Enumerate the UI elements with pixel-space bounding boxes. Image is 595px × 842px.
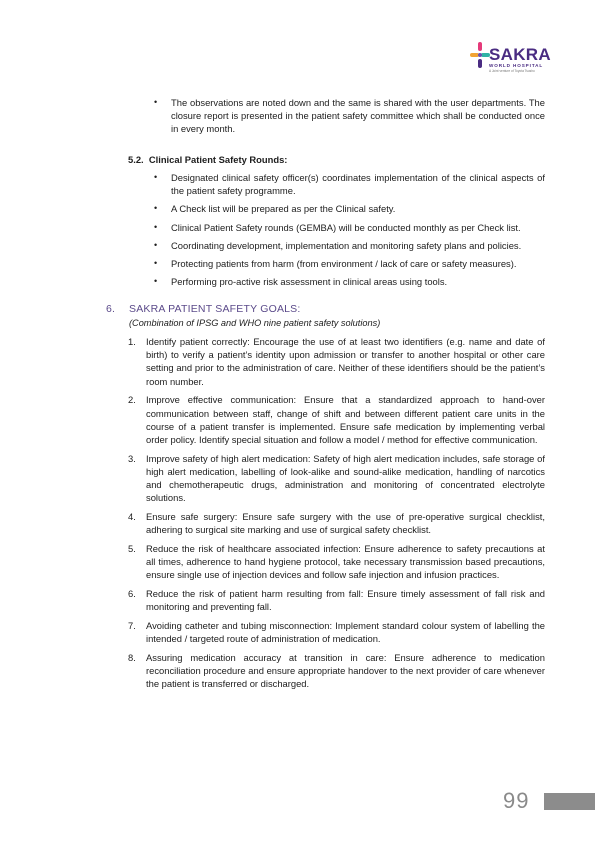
list-item: • The observations are noted down and the same is shared with the user departments. The closure report is presented in the patient safety committee which shall be conducted once in every month. <box>154 97 545 135</box>
list-item: • Coordinating development, implementation and monitoring safety plans and policies. <box>154 239 522 251</box>
list-item: • Clinical Patient Safety rounds (GEMBA) will be conducted monthly as per Check list. <box>154 221 521 233</box>
list-number: 4. <box>128 510 136 522</box>
list-item: • Designated clinical safety officer(s) coordinates implementation of the clinical aspects of the patient safety programme. <box>154 172 545 197</box>
intro-bullet-list <box>154 96 545 136</box>
logo-tagline: A Joint venture of Toyota Tsusho <box>489 69 535 73</box>
bullet-dot-icon: • <box>154 203 158 214</box>
page-number-bar <box>544 793 595 810</box>
list-item: • Performing pro-active risk assessment in clinical areas using tools. <box>154 276 448 288</box>
bullet-dot-icon: • <box>154 221 158 232</box>
list-item: • Protecting patients from harm (from environment / lack of care or safety measures). <box>154 258 517 270</box>
list-item: 1. Identify patient correctly: Encourage the use of at least two identifiers (e.g. name and date of birth) to verify a patient’s identity upon admission or transfer to another hospital or other care setting and prior to the administration of care. Neither of these identifiers should be the patient’s room number. <box>128 336 545 387</box>
bullet-dot-icon: • <box>154 172 158 182</box>
logo-cross-icon <box>470 42 490 72</box>
bullet-dot-icon: • <box>154 276 158 287</box>
list-number: 2. <box>128 394 136 406</box>
logo-name: SAKRA <box>489 45 551 64</box>
list-item: 4. Ensure safe surgery: Ensure safe surgery with the use of pre-operative surgical checklist, adhering to surgical site marking and use of surgical safety checklist. <box>128 510 545 536</box>
bullet-dot-icon: • <box>154 258 158 269</box>
list-item: 5. Reduce the risk of healthcare associated infection: Ensure adherence to safety precautions at all times, adherence to hand hygiene protocol, take necessary transmission based precautions, ensure single use of injection devices and follow safe injection and infusion practices. <box>128 542 545 581</box>
section-5-2-bullet-list <box>154 171 545 293</box>
section-6-heading <box>106 303 301 316</box>
hospital-logo <box>470 40 575 80</box>
list-number: 7. <box>128 619 136 631</box>
list-item: 2. Improve effective communication: Ensure that a standardized approach to hand-over communication between staff, change of shift and between different patient care units in the course of a patient transfer is implemented. Ensure safe medication by implementing verbal order policy. Identify special situation and follow a model / method for effective communication. <box>128 394 545 445</box>
page-number: 99 <box>503 788 530 813</box>
section-6-subtitle: (Combination of IPSG and WHO nine patient safety solutions) <box>129 318 381 328</box>
section-6-number: 6. <box>106 303 116 315</box>
section-5-2-heading: 5.2. Clinical Patient Safety Rounds: <box>128 154 288 165</box>
logo-subtitle: WORLD HOSPITAL <box>489 63 544 68</box>
list-number: 3. <box>128 452 136 464</box>
bullet-dot-icon: • <box>154 239 158 250</box>
list-number: 6. <box>128 587 136 599</box>
list-item: 3. Improve safety of high alert medication: Safety of high alert medication includes, safe storage of high alert medication, labelling of look-alike and sound-alike medication, handling of narcotics and chemotherapeutic drugs, administration and monitoring of concentrated electrolyte solutions. <box>128 452 545 504</box>
list-item: • A Check list will be prepared as per the Clinical safety. <box>154 203 396 215</box>
list-number: 1. <box>128 336 136 347</box>
list-item: 6. Reduce the risk of patient harm resulting from fall: Ensure timely assessment of fall risk and monitoring and preventing fall. <box>128 587 545 613</box>
section-6-title: SAKRA PATIENT SAFETY GOALS: <box>129 303 301 315</box>
list-item: 7. Avoiding catheter and tubing misconnection: Implement standard colour system of labelling the intended / targeted route of administration of medication. <box>128 619 545 645</box>
bullet-dot-icon: • <box>154 97 158 107</box>
list-item: 8. Assuring medication accuracy at transition in care: Ensure adherence to medication reconciliation procedure and ensure appropriate handover to the next provider of care whenever the patient is transferred or discharged. <box>128 651 545 690</box>
safety-goals-list <box>128 335 545 696</box>
list-number: 5. <box>128 542 136 554</box>
list-number: 8. <box>128 651 136 663</box>
